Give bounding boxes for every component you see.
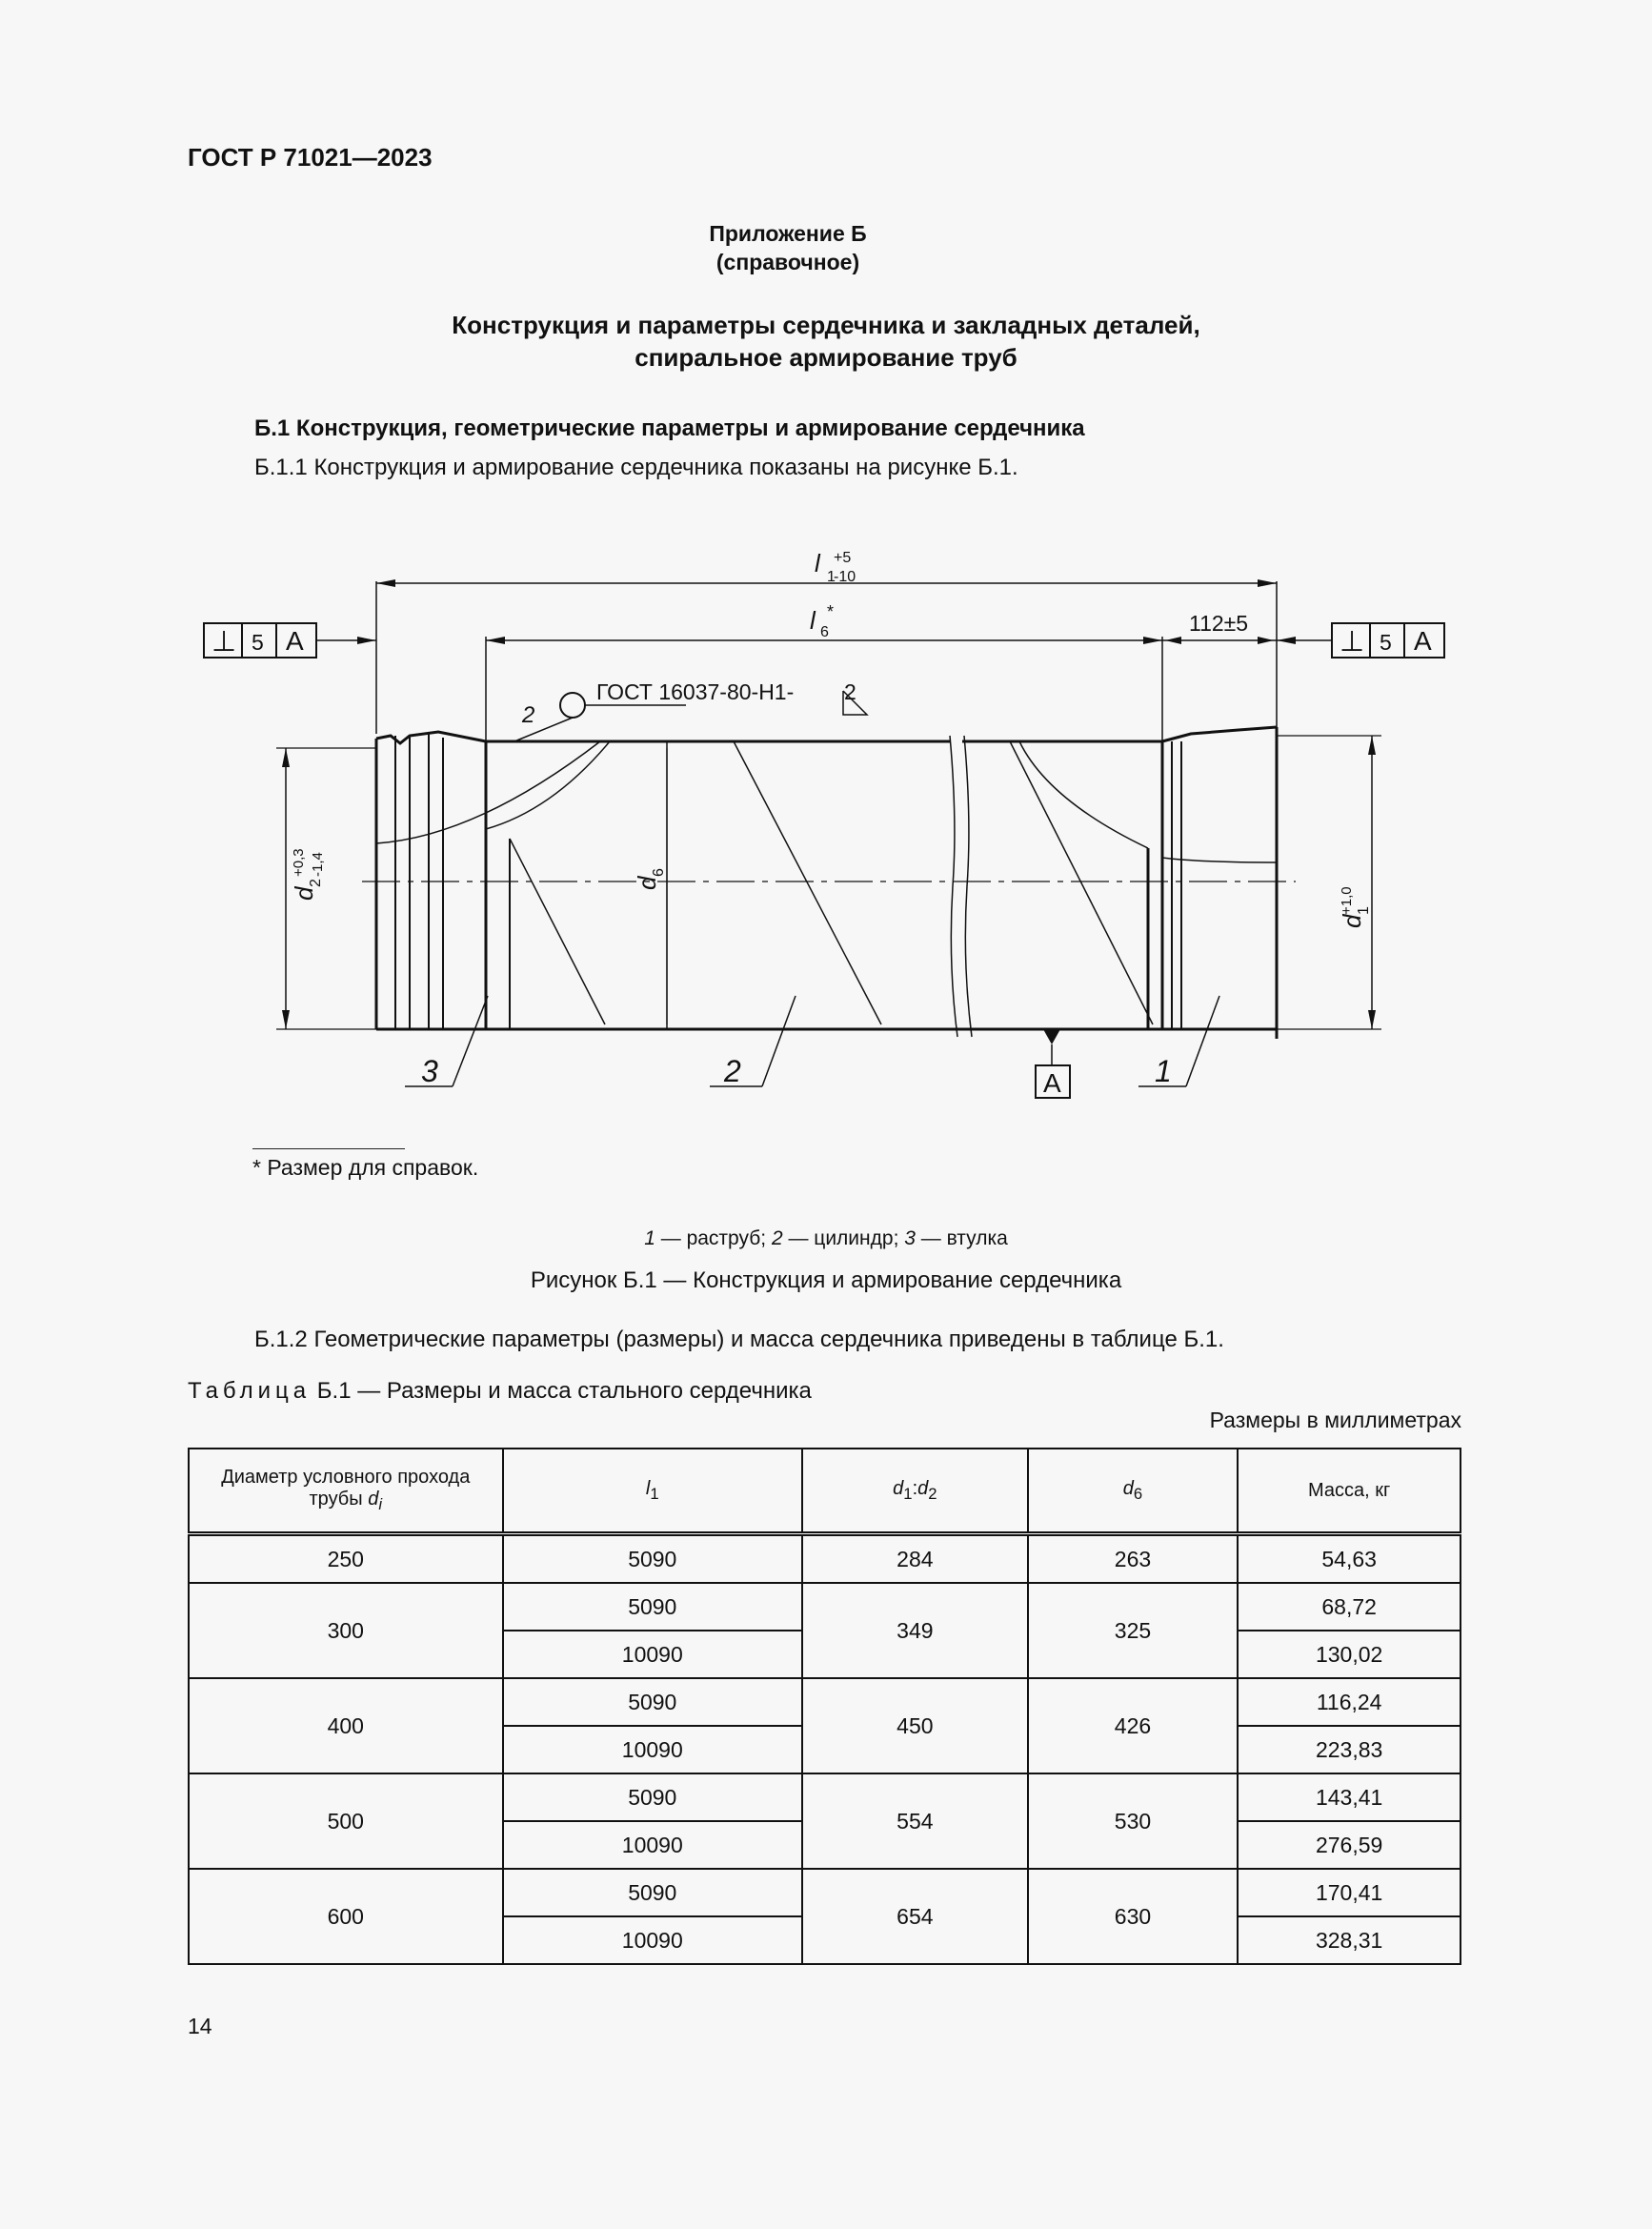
dim-l6-star: * [827, 602, 835, 621]
header-d6: $d_6$ [1028, 1449, 1239, 1534]
table-header-row [189, 1449, 1461, 1534]
dim-l1-tol-down: -10 [834, 569, 856, 585]
figure-legend [0, 1227, 1652, 1250]
dim-d2-tol-down: -1,4 [310, 852, 326, 877]
paragraph-b12: Б.1.2 Геометрические параметры (размеры) и масса сердечника приведены в таблице Б.1. [254, 1327, 1224, 1352]
header-d1d2: $d_1:d_2$ [802, 1449, 1028, 1534]
table-row: 10090 223,83 [189, 1726, 1461, 1773]
legend-n2: 2 [771, 1227, 783, 1249]
dim-d1-sub: 1 [1356, 906, 1372, 915]
tol-symbol-right: ⊥ [1340, 626, 1365, 658]
table-row: 300 5090 349 325 68,72 [189, 1583, 1461, 1631]
legend-n1: 1 [644, 1227, 655, 1249]
legend-t2: — цилиндр; [782, 1227, 905, 1249]
legend-t3: — втулка [915, 1227, 1008, 1249]
dim-l1-tol-up: +5 [834, 550, 852, 566]
footnote: * Размер для справок. [252, 1155, 479, 1180]
label-2: 2 [724, 1054, 741, 1088]
legend-t1: — раструб; [655, 1227, 772, 1249]
legend-n3: 3 [904, 1227, 916, 1249]
units-note: Размеры в миллиметрах [1209, 1408, 1461, 1432]
table-label [188, 1378, 812, 1405]
paragraph-b11: Б.1.1 Конструкция и армирование сердечника показаны на рисунке Б.1. [254, 455, 1018, 480]
dim-d6-sub: 6 [651, 868, 667, 877]
tol-value-left: 5 [252, 630, 264, 655]
title-line-2: спиральное армирование труб [635, 343, 1017, 372]
tol-symbol-left: ⊥ [212, 626, 237, 658]
header-dn: Диаметр условного прохода трубы $d_i$ [189, 1449, 503, 1534]
dim-d1-tol: +1,0 [1339, 886, 1355, 915]
page-number: 14 [188, 2014, 212, 2038]
table-label-rest: Б.1 — Размеры и масса стального сердечника [311, 1378, 812, 1404]
section-heading: Б.1 Конструкция, геометрические параметры и армирование сердечника [254, 415, 1085, 441]
table-row: 10090 130,02 [189, 1631, 1461, 1678]
core-drawing [191, 534, 1432, 1115]
title-line-1: Конструкция и параметры сердечника и закладных деталей, [452, 311, 1200, 339]
tol-value-right: 5 [1380, 630, 1392, 655]
table-word: Таблица [188, 1378, 312, 1404]
label-3: 3 [421, 1054, 438, 1088]
dim-d2-sub: 2 [308, 879, 324, 887]
tol-datum-right: A [1414, 626, 1432, 656]
core-dimensions-table [188, 1448, 1461, 1965]
appendix-name: Приложение Б [709, 221, 867, 246]
table-row: 10090 328,31 [189, 1916, 1461, 1964]
dim-l1: l [815, 549, 820, 578]
tol-datum-left: A [286, 626, 304, 656]
weld-leg: 2 [844, 679, 856, 704]
weld-note: ГОСТ 16037-80-Н1- [596, 679, 795, 704]
table-row: 400 5090 450 426 116,24 [189, 1678, 1461, 1726]
appendix-kind: (справочное) [715, 250, 860, 274]
label-1: 1 [1155, 1054, 1172, 1088]
standard-header: ГОСТ Р 71021—2023 [188, 143, 433, 172]
table-row: 600 5090 654 630 170,41 [189, 1869, 1461, 1916]
header-l1: $l_1$ [503, 1449, 803, 1534]
dim-d2: d [290, 886, 318, 901]
dim-112: 112±5 [1189, 611, 1249, 636]
dim-d1: d [1338, 914, 1366, 928]
dim-l6: l [810, 606, 816, 635]
dim-d6: d [633, 876, 661, 890]
table-row: 250 5090 284 263 54,63 [189, 1534, 1461, 1584]
dim-d2-tol-up: +0,3 [291, 848, 307, 877]
callout-2-small: 2 [522, 702, 535, 728]
header-mass: Масса, кг [1238, 1449, 1461, 1534]
footnote-rule [252, 1148, 405, 1149]
dim-l6-sub: 6 [820, 624, 829, 640]
table-row: 10090 276,59 [189, 1821, 1461, 1869]
figure-caption: Рисунок Б.1 — Конструкция и армирование сердечника [530, 1267, 1122, 1293]
datum-a: A [1043, 1068, 1061, 1098]
dim-l1-sub: 1 [827, 569, 836, 585]
table-row: 500 5090 554 530 143,41 [189, 1773, 1461, 1821]
